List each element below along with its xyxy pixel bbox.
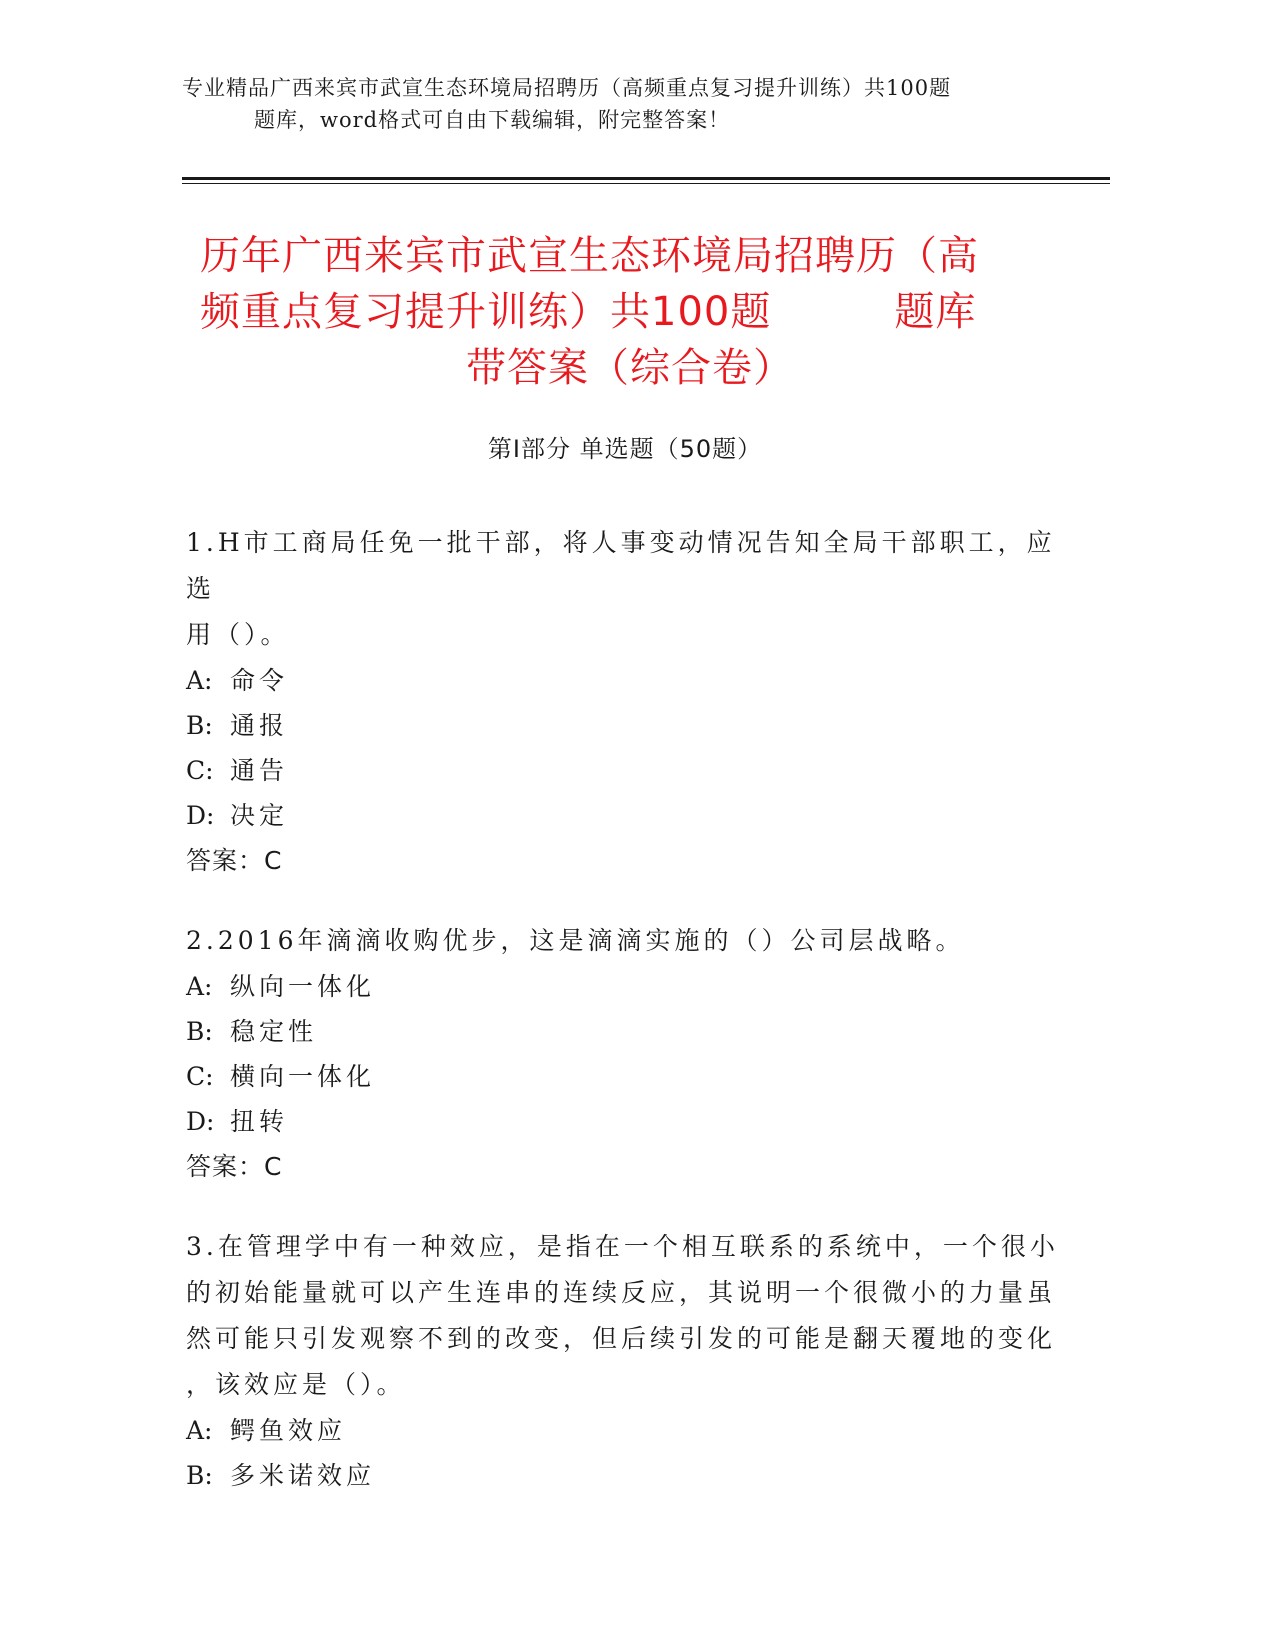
title-line-3: 带答案（综合卷） [466,345,794,391]
option-key: B: [186,1017,213,1046]
question-stem: 3.在管理学中有一种效应，是指在一个相互联系的系统中，一个很小 [186,1232,1059,1261]
question-2 [186,918,1066,1190]
option-b [186,1009,1066,1054]
option-c [186,1054,1066,1099]
question-stem: 然可能只引发观察不到的改变，但后续引发的可能是翻天覆地的变化 [186,1324,1057,1353]
option-text: 命令 [230,666,289,695]
option-text: 稳定性 [230,1017,318,1046]
question-3 [186,1224,1066,1498]
document-title [190,228,1070,396]
option-key: A: [186,666,213,695]
option-text: 扭转 [230,1107,289,1136]
section-heading: 第Ⅰ部分 单选题（50题） [487,435,763,463]
option-text: 决定 [230,801,289,830]
title-line-1: 历年广西来宾市武宣生态环境局招聘历（高 [200,233,979,279]
option-key: D: [186,801,215,830]
option-b [186,1453,1066,1498]
option-key: B: [186,711,213,740]
header-divider-thin [182,183,1110,184]
option-a [186,964,1066,1009]
question-stem: 用（）。 [186,620,290,649]
option-key: B: [186,1461,213,1490]
option-text: 通报 [230,711,289,740]
question-1 [186,520,1066,884]
option-d [186,793,1066,838]
header-note-line-2: 题库，word格式可自由下载编辑，附完整答案！ [254,108,731,132]
option-text: 鳄鱼效应 [230,1416,347,1445]
question-stem: 的初始能量就可以产生连串的连续反应，其说明一个很微小的力量虽 [186,1278,1057,1307]
answer-line: 答案：C [186,1152,283,1181]
title-line-2: 频重点复习提升训练）共100题 题库 [200,289,977,335]
option-a [186,1408,1066,1453]
answer-line: 答案：C [186,846,283,875]
option-d [186,1099,1066,1144]
option-key: D: [186,1107,215,1136]
question-stem: 2.2016年滴滴收购优步，这是滴滴实施的（）公司层战略。 [186,926,965,955]
option-text: 通告 [230,756,289,785]
question-list [186,520,1066,1532]
option-text: 纵向一体化 [230,972,376,1001]
header-note [182,72,1042,136]
option-text: 横向一体化 [230,1062,376,1091]
header-divider-thick [182,177,1110,180]
option-a [186,658,1066,703]
option-b [186,703,1066,748]
question-stem: 1.H市工商局任免一批干部，将人事变动情况告知全局干部职工，应选 [186,528,1056,603]
question-stem: ，该效应是（）。 [186,1370,406,1399]
option-key: A: [186,1416,213,1445]
header-note-line-1: 专业精品广西来宾市武宣生态环境局招聘历（高频重点复习提升训练）共100题 [182,76,952,100]
option-key: C: [186,756,214,785]
option-c [186,748,1066,793]
option-key: A: [186,972,213,1001]
option-key: C: [186,1062,214,1091]
option-text: 多米诺效应 [230,1461,376,1490]
